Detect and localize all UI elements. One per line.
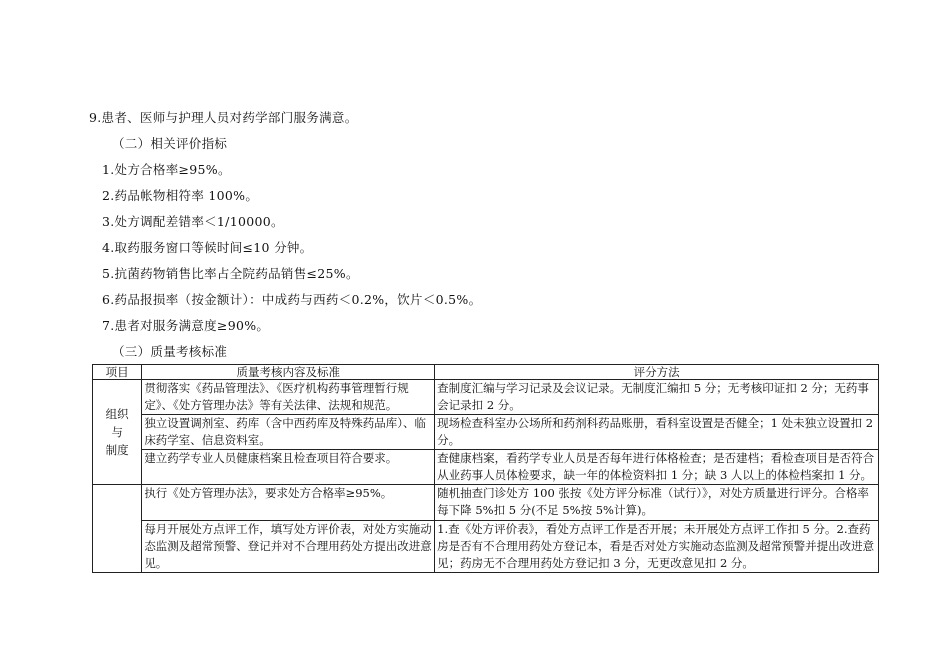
category-line: 与 [111,425,123,439]
content-cell: 贯彻落实《药品管理法》、《医疗机构药事管理暂行规定》、《处方管理办法》等有关法律、法规和规范。 [142,380,435,415]
intro-line: 9.患者、医师与护理人员对药学部门服务满意。 [89,110,358,125]
content-cell: 独立设置调剂室、药库（含中西药库及特殊药品库）、临床药学室、信息资料室。 [142,415,435,450]
quality-standard-table [92,364,879,573]
indicator-6: 6.药品报损率（按金额计）：中成药与西药＜0.2%，饮片＜0.5%。 [102,292,482,307]
indicator-5: 5.抗菌药物销售比率占全院药品销售≤25%。 [102,266,359,281]
content-cell: 建立药学专业人员健康档案且检查项目符合要求。 [142,450,435,485]
section3-title: （三）质量考核标准 [112,344,228,359]
category-line: 组织 [105,407,129,421]
header-item: 项目 [93,365,142,380]
category-organization-system [93,380,142,485]
table-row [93,485,879,521]
section2-title: （二）相关评价指标 [112,136,228,151]
category-empty [93,485,142,573]
header-content: 质量考核内容及标准 [142,365,435,380]
table-header-row [93,365,879,380]
table-row [93,415,879,450]
table-row [93,521,879,573]
method-cell: 随机抽查门诊处方 100 张按《处方评分标准（试行）》，对处方质量进行评分。合格率每下降 5%扣 5 分(不足 5%按 5%计算)。 [435,485,879,521]
indicator-1: 1.处方合格率≥95%。 [102,162,231,177]
category-line: 制度 [105,443,129,457]
indicator-7: 7.患者对服务满意度≥90%。 [102,318,270,333]
header-method: 评分方法 [435,365,879,380]
method-cell: 查健康档案，看药学专业人员是否每年进行体格检查；是否建档；看检查项目是否符合从业药事人员体检要求，缺一年的体检资料扣 1 分；缺 3 人以上的体检档案扣 1 分。 [435,450,879,485]
indicator-2: 2.药品帐物相符率 100%。 [102,188,259,203]
indicator-4: 4.取药服务窗口等候时间≤10 分钟。 [102,240,313,255]
content-cell: 执行《处方管理办法》，要求处方合格率≥95%。 [142,485,435,521]
indicator-3: 3.处方调配差错率＜1/10000。 [102,214,284,229]
method-cell: 查制度汇编与学习记录及会议记录。无制度汇编扣 5 分；无考核印证扣 2 分；无药事会记录扣 2 分。 [435,380,879,415]
table-row [93,450,879,485]
method-cell: 1.查《处方评价表》，看处方点评工作是否开展；未开展处方点评工作扣 5 分。2.查药房是否有不合理用药处方登记本，看是否对处方实施动态监测及超常预警并提出改进意见；药房无不合理用药处方登记扣 3 分，无更改意见扣 2 分。 [435,521,879,573]
content-cell: 每月开展处方点评工作，填写处方评价表，对处方实施动态监测及超常预警、登记并对不合理用药处方提出改进意见。 [142,521,435,573]
table-row [93,380,879,415]
method-cell: 现场检查科室办公场所和药剂科药品账册，看科室设置是否健全；1 处未独立设置扣 2 分。 [435,415,879,450]
